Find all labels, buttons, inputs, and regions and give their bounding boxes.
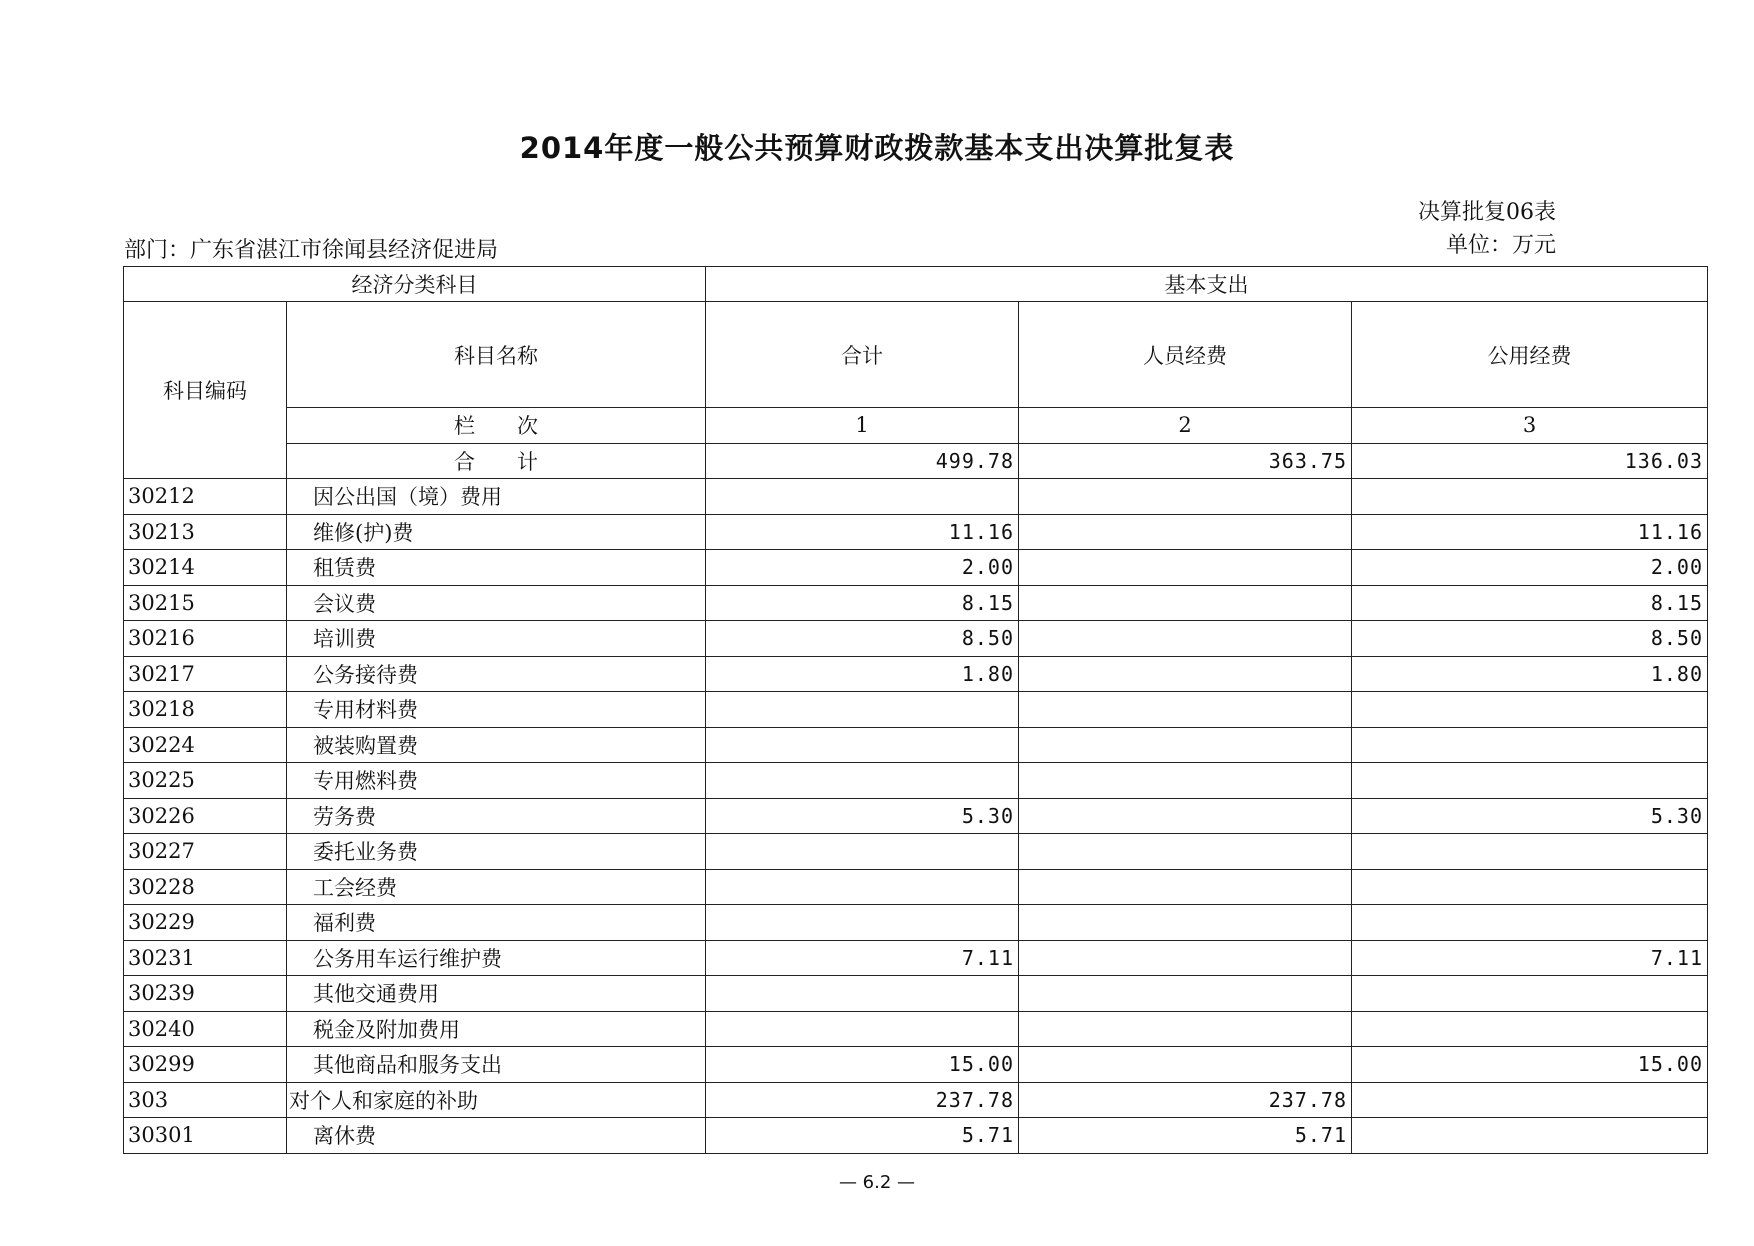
row-name: 会议费 [287, 585, 706, 621]
row-personnel [1019, 479, 1352, 515]
row-total: 5.30 [706, 798, 1019, 834]
table-row [124, 692, 1708, 728]
row-personnel [1019, 514, 1352, 550]
row-name: 劳务费 [287, 798, 706, 834]
table-row [124, 798, 1708, 834]
row-name: 公务用车运行维护费 [287, 940, 706, 976]
table-row [124, 869, 1708, 905]
row-code: 30218 [124, 692, 287, 728]
row-public: 8.50 [1352, 621, 1708, 657]
page-number: — 6.2 — [838, 1172, 916, 1193]
expense-table [123, 266, 1708, 1154]
row-total [706, 692, 1019, 728]
row-public [1352, 1082, 1708, 1118]
row-code: 30228 [124, 869, 287, 905]
table-row [124, 514, 1708, 550]
table-row [124, 479, 1708, 515]
sum-public: 136.03 [1352, 443, 1708, 479]
table-row [124, 1082, 1708, 1118]
row-code: 30213 [124, 514, 287, 550]
row-public [1352, 976, 1708, 1012]
header-subject-name: 科目名称 [287, 302, 706, 408]
sum-label: 合 计 [287, 443, 706, 479]
row-name: 离休费 [287, 1118, 706, 1154]
table-row [124, 1118, 1708, 1154]
row-public [1352, 692, 1708, 728]
table-row [124, 940, 1708, 976]
row-code: 30239 [124, 976, 287, 1012]
table-row [124, 621, 1708, 657]
sum-row [124, 443, 1708, 479]
unit-label: 单位：万元 [1445, 233, 1556, 258]
row-name: 维修(护)费 [287, 514, 706, 550]
row-personnel [1019, 905, 1352, 941]
row-public [1352, 479, 1708, 515]
row-personnel [1019, 763, 1352, 799]
header-row-1 [124, 267, 1708, 302]
row-public [1352, 905, 1708, 941]
column-order-2: 2 [1019, 408, 1352, 444]
row-name: 其他商品和服务支出 [287, 1047, 706, 1083]
row-personnel: 237.78 [1019, 1082, 1352, 1118]
row-name: 租赁费 [287, 550, 706, 586]
row-personnel [1019, 1011, 1352, 1047]
row-code: 30216 [124, 621, 287, 657]
table-row [124, 976, 1708, 1012]
row-personnel [1019, 940, 1352, 976]
row-public: 2.00 [1352, 550, 1708, 586]
row-code: 30217 [124, 656, 287, 692]
table-row [124, 656, 1708, 692]
row-name: 因公出国（境）费用 [287, 479, 706, 515]
row-public [1352, 727, 1708, 763]
row-code: 30227 [124, 834, 287, 870]
header-row-2 [124, 302, 1708, 408]
row-total: 8.50 [706, 621, 1019, 657]
header-econ-class: 经济分类科目 [124, 267, 706, 302]
row-name: 委托业务费 [287, 834, 706, 870]
row-personnel [1019, 869, 1352, 905]
row-code: 303 [124, 1082, 287, 1118]
row-total: 5.71 [706, 1118, 1019, 1154]
row-public [1352, 834, 1708, 870]
row-code: 30226 [124, 798, 287, 834]
row-code: 30215 [124, 585, 287, 621]
column-order-3: 3 [1352, 408, 1708, 444]
row-personnel [1019, 692, 1352, 728]
row-public: 1.80 [1352, 656, 1708, 692]
row-total [706, 1011, 1019, 1047]
row-name: 专用燃料费 [287, 763, 706, 799]
row-name: 税金及附加费用 [287, 1011, 706, 1047]
page-title: 2014年度一般公共预算财政拨款基本支出决算批复表 [519, 131, 1235, 165]
row-name: 专用材料费 [287, 692, 706, 728]
header-total: 合计 [706, 302, 1019, 408]
row-total [706, 976, 1019, 1012]
row-code: 30231 [124, 940, 287, 976]
header-basic-expense: 基本支出 [706, 267, 1708, 302]
row-name: 被装购置费 [287, 727, 706, 763]
row-total: 11.16 [706, 514, 1019, 550]
sum-total: 499.78 [706, 443, 1019, 479]
table-row [124, 1047, 1708, 1083]
row-total [706, 905, 1019, 941]
column-order-row [124, 408, 1708, 444]
row-personnel [1019, 550, 1352, 586]
header-public: 公用经费 [1352, 302, 1708, 408]
row-name: 对个人和家庭的补助 [287, 1082, 706, 1118]
row-code: 30229 [124, 905, 287, 941]
row-public [1352, 763, 1708, 799]
row-public: 15.00 [1352, 1047, 1708, 1083]
row-personnel [1019, 656, 1352, 692]
row-public: 7.11 [1352, 940, 1708, 976]
row-personnel [1019, 727, 1352, 763]
row-code: 30214 [124, 550, 287, 586]
row-total: 7.11 [706, 940, 1019, 976]
row-name: 工会经费 [287, 869, 706, 905]
row-name: 培训费 [287, 621, 706, 657]
row-code: 30301 [124, 1118, 287, 1154]
row-personnel [1019, 585, 1352, 621]
column-order-label: 栏 次 [287, 408, 706, 444]
table-row [124, 550, 1708, 586]
row-personnel: 5.71 [1019, 1118, 1352, 1154]
row-total: 15.00 [706, 1047, 1019, 1083]
row-public: 11.16 [1352, 514, 1708, 550]
row-total [706, 479, 1019, 515]
row-personnel [1019, 621, 1352, 657]
table-row [124, 585, 1708, 621]
row-code: 30212 [124, 479, 287, 515]
row-total: 8.15 [706, 585, 1019, 621]
table-row [124, 834, 1708, 870]
form-code: 决算批复06表 [1418, 200, 1556, 225]
row-total [706, 869, 1019, 905]
row-personnel [1019, 1047, 1352, 1083]
row-name: 其他交通费用 [287, 976, 706, 1012]
table-row [124, 1011, 1708, 1047]
row-code: 30225 [124, 763, 287, 799]
row-total: 237.78 [706, 1082, 1019, 1118]
row-total [706, 763, 1019, 799]
header-subject-code: 科目编码 [124, 302, 287, 479]
row-public [1352, 869, 1708, 905]
table-row [124, 727, 1708, 763]
department-label: 部门：广东省湛江市徐闻县经济促进局 [124, 238, 499, 263]
row-public: 5.30 [1352, 798, 1708, 834]
row-total: 2.00 [706, 550, 1019, 586]
row-public [1352, 1118, 1708, 1154]
row-personnel [1019, 976, 1352, 1012]
row-total [706, 727, 1019, 763]
row-total: 1.80 [706, 656, 1019, 692]
sum-personnel: 363.75 [1019, 443, 1352, 479]
row-code: 30224 [124, 727, 287, 763]
column-order-1: 1 [706, 408, 1019, 444]
row-total [706, 834, 1019, 870]
row-personnel [1019, 798, 1352, 834]
row-public: 8.15 [1352, 585, 1708, 621]
header-personnel: 人员经费 [1019, 302, 1352, 408]
table-row [124, 763, 1708, 799]
row-name: 福利费 [287, 905, 706, 941]
row-code: 30240 [124, 1011, 287, 1047]
row-name: 公务接待费 [287, 656, 706, 692]
row-code: 30299 [124, 1047, 287, 1083]
row-public [1352, 1011, 1708, 1047]
table-row [124, 905, 1708, 941]
row-personnel [1019, 834, 1352, 870]
